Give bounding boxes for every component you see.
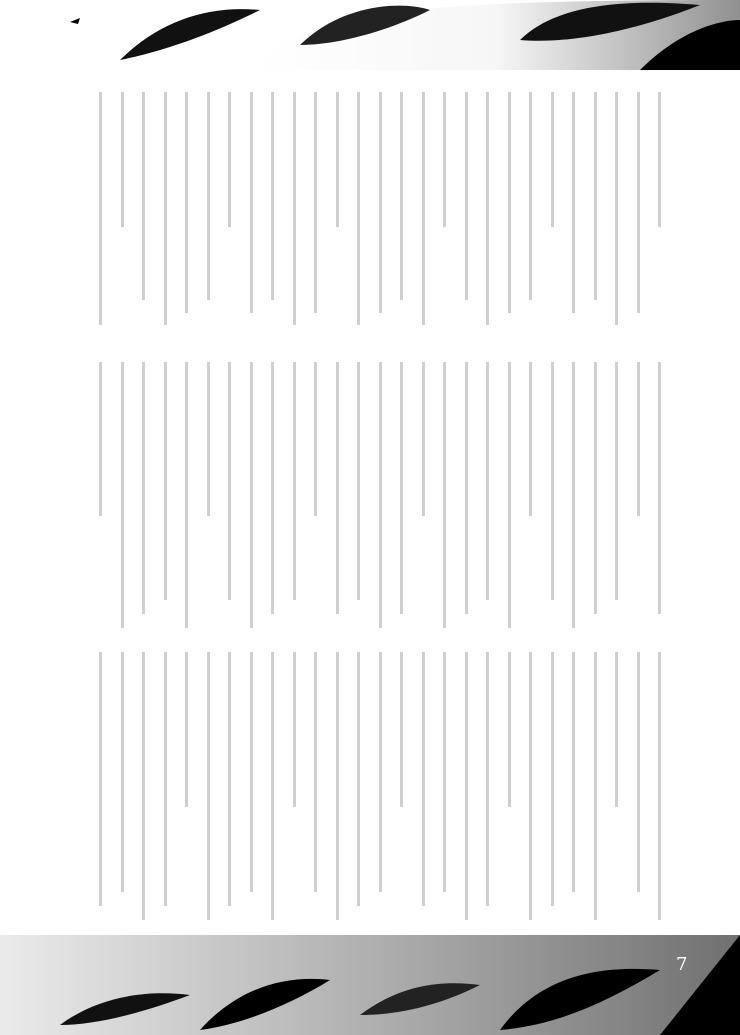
text-line-placeholder bbox=[142, 362, 145, 614]
text-line-placeholder bbox=[465, 92, 468, 300]
text-line-placeholder bbox=[594, 92, 597, 300]
text-line-placeholder bbox=[121, 652, 124, 892]
page-number: 7 bbox=[676, 954, 688, 975]
text-line-placeholder bbox=[228, 362, 231, 600]
text-line-placeholder bbox=[529, 362, 532, 516]
text-line-placeholder bbox=[293, 92, 296, 325]
text-line-placeholder bbox=[658, 652, 661, 920]
text-line-placeholder bbox=[336, 652, 339, 920]
text-line-placeholder bbox=[594, 362, 597, 614]
text-line-placeholder bbox=[443, 362, 446, 628]
text-line-placeholder bbox=[207, 652, 210, 920]
text-line-placeholder bbox=[142, 652, 145, 920]
text-line-placeholder bbox=[293, 652, 296, 807]
text-line-placeholder bbox=[637, 362, 640, 516]
text-line-placeholder bbox=[250, 92, 253, 313]
text-line-placeholder bbox=[465, 652, 468, 920]
text-line-placeholder bbox=[142, 92, 145, 300]
text-line-placeholder bbox=[465, 362, 468, 614]
text-line-placeholder bbox=[572, 362, 575, 628]
text-line-placeholder bbox=[572, 92, 575, 313]
text-band-1 bbox=[88, 92, 668, 337]
text-line-placeholder bbox=[637, 92, 640, 313]
text-line-placeholder bbox=[314, 652, 317, 892]
text-line-placeholder bbox=[99, 92, 102, 325]
text-line-placeholder bbox=[486, 362, 489, 600]
text-line-placeholder bbox=[637, 652, 640, 892]
text-line-placeholder bbox=[658, 362, 661, 614]
text-line-placeholder bbox=[314, 362, 317, 516]
text-line-placeholder bbox=[271, 92, 274, 300]
text-line-placeholder bbox=[228, 92, 231, 227]
text-line-placeholder bbox=[529, 652, 532, 920]
text-line-placeholder bbox=[551, 652, 554, 906]
text-line-placeholder bbox=[508, 92, 511, 313]
text-line-placeholder bbox=[121, 362, 124, 628]
text-band-2 bbox=[88, 362, 668, 642]
text-line-placeholder bbox=[336, 362, 339, 614]
text-line-placeholder bbox=[400, 362, 403, 614]
text-line-placeholder bbox=[357, 652, 360, 906]
text-line-placeholder bbox=[250, 362, 253, 628]
text-line-placeholder bbox=[121, 92, 124, 227]
text-line-placeholder bbox=[508, 652, 511, 807]
text-line-placeholder bbox=[486, 652, 489, 906]
text-line-placeholder bbox=[99, 362, 102, 516]
text-line-placeholder bbox=[207, 92, 210, 300]
text-line-placeholder bbox=[615, 362, 618, 600]
text-line-placeholder bbox=[379, 92, 382, 313]
text-line-placeholder bbox=[551, 92, 554, 227]
text-line-placeholder bbox=[357, 362, 360, 600]
text-line-placeholder bbox=[615, 652, 618, 807]
text-line-placeholder bbox=[185, 362, 188, 628]
text-line-placeholder bbox=[422, 362, 425, 516]
text-line-placeholder bbox=[164, 652, 167, 906]
text-line-placeholder bbox=[357, 92, 360, 325]
omission-note bbox=[0, 0, 1, 1]
text-line-placeholder bbox=[400, 652, 403, 807]
text-line-placeholder bbox=[185, 652, 188, 807]
text-line-placeholder bbox=[379, 652, 382, 892]
text-line-placeholder bbox=[336, 92, 339, 227]
text-line-placeholder bbox=[443, 652, 446, 892]
text-line-placeholder bbox=[164, 362, 167, 600]
text-line-placeholder bbox=[529, 92, 532, 300]
text-line-placeholder bbox=[615, 92, 618, 325]
text-line-placeholder bbox=[293, 362, 296, 600]
feather-decoration-bottom bbox=[0, 935, 740, 1035]
text-line-placeholder bbox=[422, 92, 425, 325]
feather-decoration-top bbox=[0, 0, 740, 80]
text-band-3 bbox=[88, 652, 668, 934]
text-line-placeholder bbox=[594, 652, 597, 920]
text-line-placeholder bbox=[551, 362, 554, 600]
text-line-placeholder bbox=[443, 92, 446, 227]
text-line-placeholder bbox=[572, 652, 575, 892]
text-line-placeholder bbox=[99, 652, 102, 906]
text-line-placeholder bbox=[379, 362, 382, 628]
text-line-placeholder bbox=[422, 652, 425, 906]
text-line-placeholder bbox=[400, 92, 403, 300]
text-line-placeholder bbox=[271, 362, 274, 614]
text-line-placeholder bbox=[271, 652, 274, 920]
text-line-placeholder bbox=[508, 362, 511, 628]
text-line-placeholder bbox=[207, 362, 210, 516]
text-line-placeholder bbox=[314, 92, 317, 313]
text-line-placeholder bbox=[185, 92, 188, 313]
text-line-placeholder bbox=[486, 92, 489, 325]
text-line-placeholder bbox=[164, 92, 167, 325]
text-line-placeholder bbox=[250, 652, 253, 892]
text-line-placeholder bbox=[228, 652, 231, 906]
text-line-placeholder bbox=[658, 92, 661, 227]
